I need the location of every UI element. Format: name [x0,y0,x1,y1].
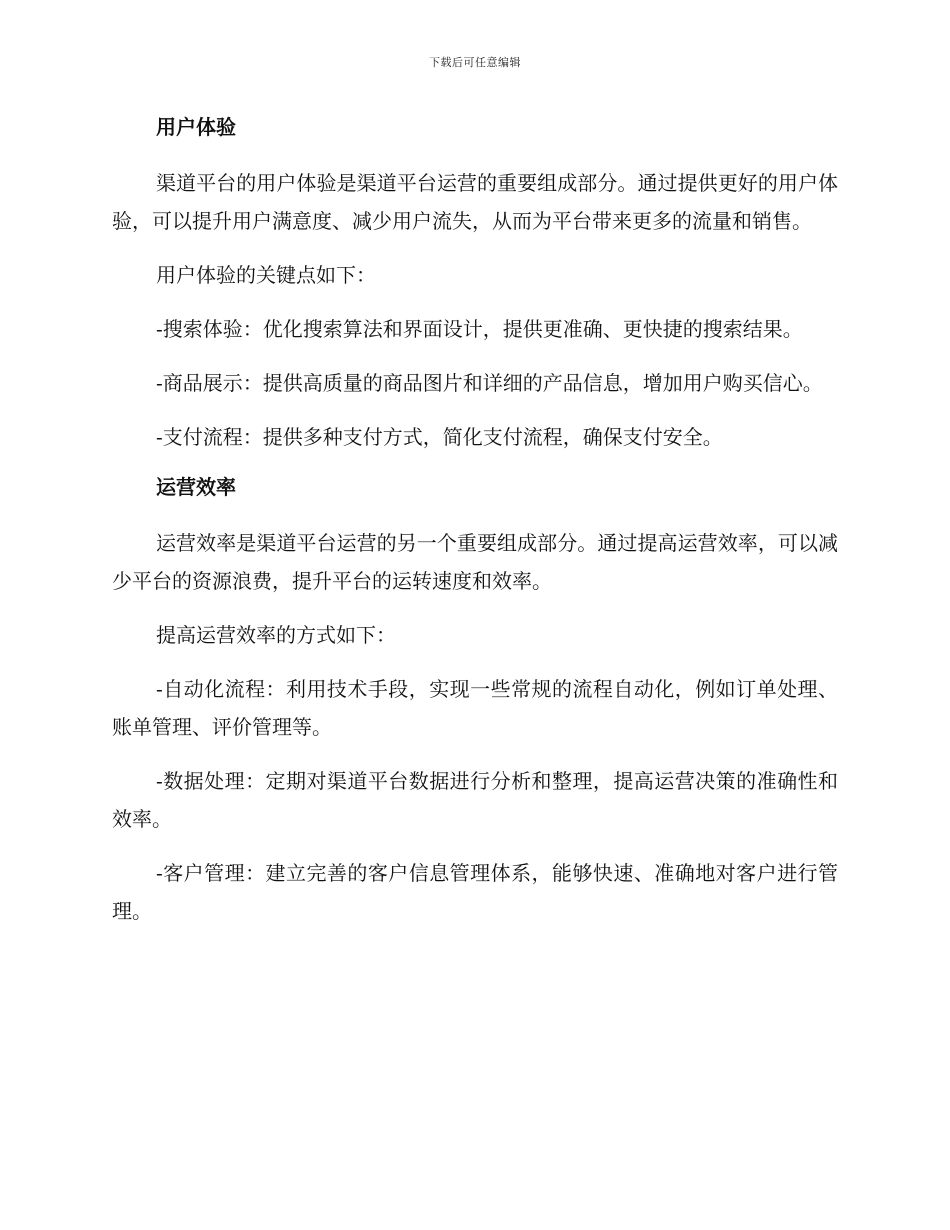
list-item: -自动化流程：利用技术手段，实现一些常规的流程自动化，例如订单处理、账单管理、评价管理等。 [112,677,838,739]
paragraph: 渠道平台的用户体验是渠道平台运营的重要组成部分。通过提供更好的用户体验，可以提升用户满意度、减少用户流失，从而为平台带来更多的流量和销售。 [112,171,838,233]
page-header-note: 下载后可任意编辑 [429,56,521,69]
list-item: -支付流程：提供多种支付方式，简化支付流程，确保支付安全。 [156,425,723,449]
list-item: -数据处理：定期对渠道平台数据进行分析和整理，提高运营决策的准确性和效率。 [112,769,838,831]
section-user-experience [112,112,838,456]
list-item: -商品展示：提供高质量的商品图片和详细的产品信息，增加用户购买信心。 [156,371,823,395]
section-heading: 运营效率 [156,475,236,499]
section-operating-efficiency [112,472,838,930]
list-item: -客户管理：建立完善的客户信息管理体系，能够快速、准确地对客户进行管理。 [112,861,838,923]
document-body [112,112,838,946]
paragraph: 运营效率是渠道平台运营的另一个重要组成部分。通过提高运营效率，可以减少平台的资源浪费，提升平台的运转速度和效率。 [112,531,838,593]
list-item: -搜索体验：优化搜索算法和界面设计，提供更准确、更快捷的搜索结果。 [156,317,803,341]
section-heading: 用户体验 [156,115,236,139]
paragraph: 提高运营效率的方式如下： [156,623,396,647]
paragraph: 用户体验的关键点如下： [156,263,376,287]
